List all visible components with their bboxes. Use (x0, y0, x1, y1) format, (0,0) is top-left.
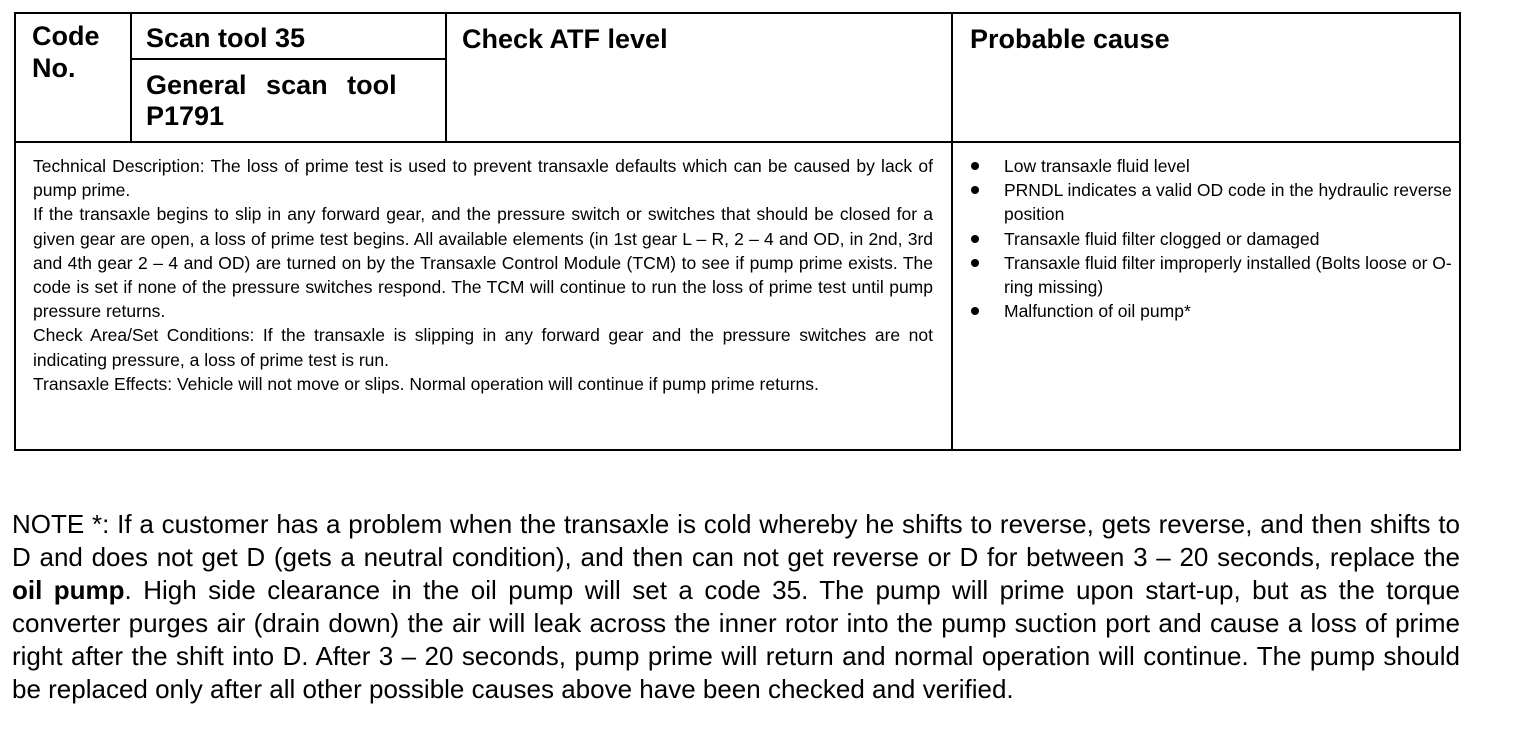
probable-cause-header: Probable cause (970, 24, 1170, 54)
cause-item: Transaxle fluid filter clogged or damaged (966, 227, 1456, 251)
header-bottom-line (16, 141, 1459, 143)
col-divider-causes (951, 14, 953, 449)
general-scan-tool-header: General scan tool P1791 (146, 70, 397, 131)
code-no-header: Code No. (32, 21, 100, 83)
probable-cause-list (966, 154, 1456, 323)
cause-item: Malfunction of oil pump* (966, 299, 1456, 323)
note-text-end: . High side clearance in the oil pump will set a code 35. The pump will prime upon start-up, but as the torque converter purges air (drain down) the air will leak across the inner rotor into the pump suction port and cause a loss of prime right after the shift into D. After 3 – 20 seconds, pump prime will return and normal operation will continue. The pump should be replaced only after all other possible causes above have been checked and verified. (12, 575, 1460, 704)
cause-item: Low transaxle fluid level (966, 154, 1456, 178)
description-paragraph: Check Area/Set Conditions: If the transaxle is slipping in any forward gear and the pressure switches are not indicating pressure, a loss of prime test is run. (33, 325, 933, 370)
scan-tool-header: Scan tool 35 (146, 23, 306, 53)
note-text-start: NOTE *: If a customer has a problem when the transaxle is cold whereby he shifts to reverse, gets reverse, and then shifts to D and does not get D (gets a neutral condition), and then can not get reverse or D for between 3 – 20 seconds, replace the (12, 509, 1460, 572)
check-header: Check ATF level (462, 24, 668, 54)
row-divider-scan (130, 58, 447, 60)
cause-item: PRNDL indicates a valid OD code in the hydraulic reverse position (966, 178, 1456, 226)
cause-item: Transaxle fluid filter improperly installed (Bolts loose or O-ring missing) (966, 251, 1456, 299)
diagnostic-table (14, 12, 1461, 451)
note-paragraph (12, 508, 1460, 706)
description-paragraph: Technical Description: The loss of prime test is used to prevent transaxle defaults which can be caused by lack of pump prime. (33, 156, 933, 201)
note-bold-oil-pump: oil pump (12, 575, 125, 605)
description-paragraph: Transaxle Effects: Vehicle will not move or slips. Normal operation will continue if pump prime returns. (33, 373, 819, 394)
description-paragraph: If the transaxle begins to slip in any forward gear, and the pressure switch or switches that should be closed for a given gear are open, a loss of prime test begins. All available elements (in 1st gear L – R, 2 – 4 and OD, in 2nd, 3rd and 4th gear 2 – 4 and OD) are turned on by the Transaxle Control Module (TCM) to see if pump prime exists. The code is set if none of the pressure switches respond. The TCM will continue to run the loss of prime test until pump pressure returns. (33, 204, 933, 322)
col-divider-code (130, 14, 132, 141)
col-divider-scan (445, 14, 447, 141)
technical-description (33, 154, 933, 396)
